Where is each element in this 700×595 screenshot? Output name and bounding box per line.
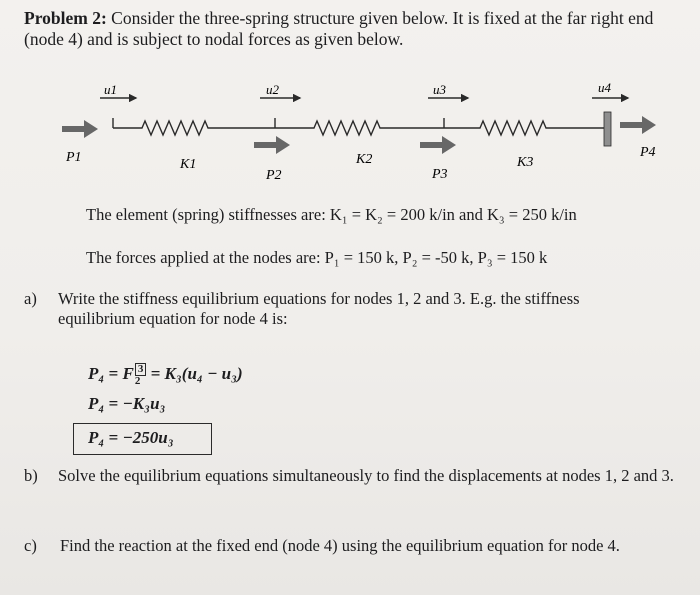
p3-arrow	[420, 136, 456, 154]
question-b-text: Solve the equilibrium equations simultaneously to find the displacements at nodes 1, 2 and 3.	[58, 466, 674, 485]
problem-statement: Consider the three-spring structure given below. It is fixed at the far right end (node 4) and is subject to nodal forces as given below.	[24, 8, 654, 49]
equation-1-superscript: 3	[135, 363, 147, 376]
p4-arrow	[620, 116, 656, 134]
spring-k3	[444, 121, 607, 135]
k2-label: K2	[356, 152, 373, 167]
equation-line-3: P₄ = −250u₃	[88, 428, 174, 447]
p2-arrow	[254, 136, 290, 154]
problem-label: Problem 2:	[24, 8, 107, 28]
p4-label: P4	[640, 145, 656, 160]
equation-1-lhs: P₄ = F	[88, 363, 134, 383]
u2-label: u2	[266, 82, 279, 97]
equation-line-2: P₄ = −K₃u₃	[88, 394, 166, 413]
p1-label: P1	[66, 150, 82, 165]
u1-label: u1	[104, 82, 117, 97]
spring-k2	[275, 121, 444, 135]
k1-label: K1	[180, 157, 197, 172]
spring-diagram	[0, 0, 700, 200]
u4-label: u4	[598, 80, 611, 95]
u3-label: u3	[433, 82, 446, 97]
p3-label: P3	[432, 167, 448, 182]
equation-line-1	[88, 363, 243, 387]
k3-label: K3	[517, 155, 534, 170]
equation-1-subscript: 2	[134, 375, 141, 387]
spring-k1	[113, 121, 275, 135]
p2-label: P2	[266, 168, 282, 183]
equation-1-rhs: = K₃(u₄ − u₃)	[146, 363, 243, 383]
question-c-letter: c)	[24, 536, 37, 555]
question-c-text: Find the reaction at the fixed end (node 4) using the equilibrium equation for node 4.	[60, 536, 620, 555]
question-b-letter: b)	[24, 466, 38, 485]
p1-arrow	[62, 120, 98, 138]
forces-line: The forces applied at the nodes are: P₁ = 150 k, P₂ = -50 k, P₃ = 150 k	[86, 248, 548, 267]
question-a-text: Write the stiffness equilibrium equations for nodes 1, 2 and 3. E.g. the stiffness equilibrium equation for node 4 is:	[58, 289, 580, 328]
fixed-support	[604, 112, 611, 146]
stiffness-line: The element (spring) stiffnesses are: K₁ = K₂ = 200 k/in and K₃ = 250 k/in	[86, 205, 577, 224]
question-a-letter: a)	[24, 289, 37, 308]
